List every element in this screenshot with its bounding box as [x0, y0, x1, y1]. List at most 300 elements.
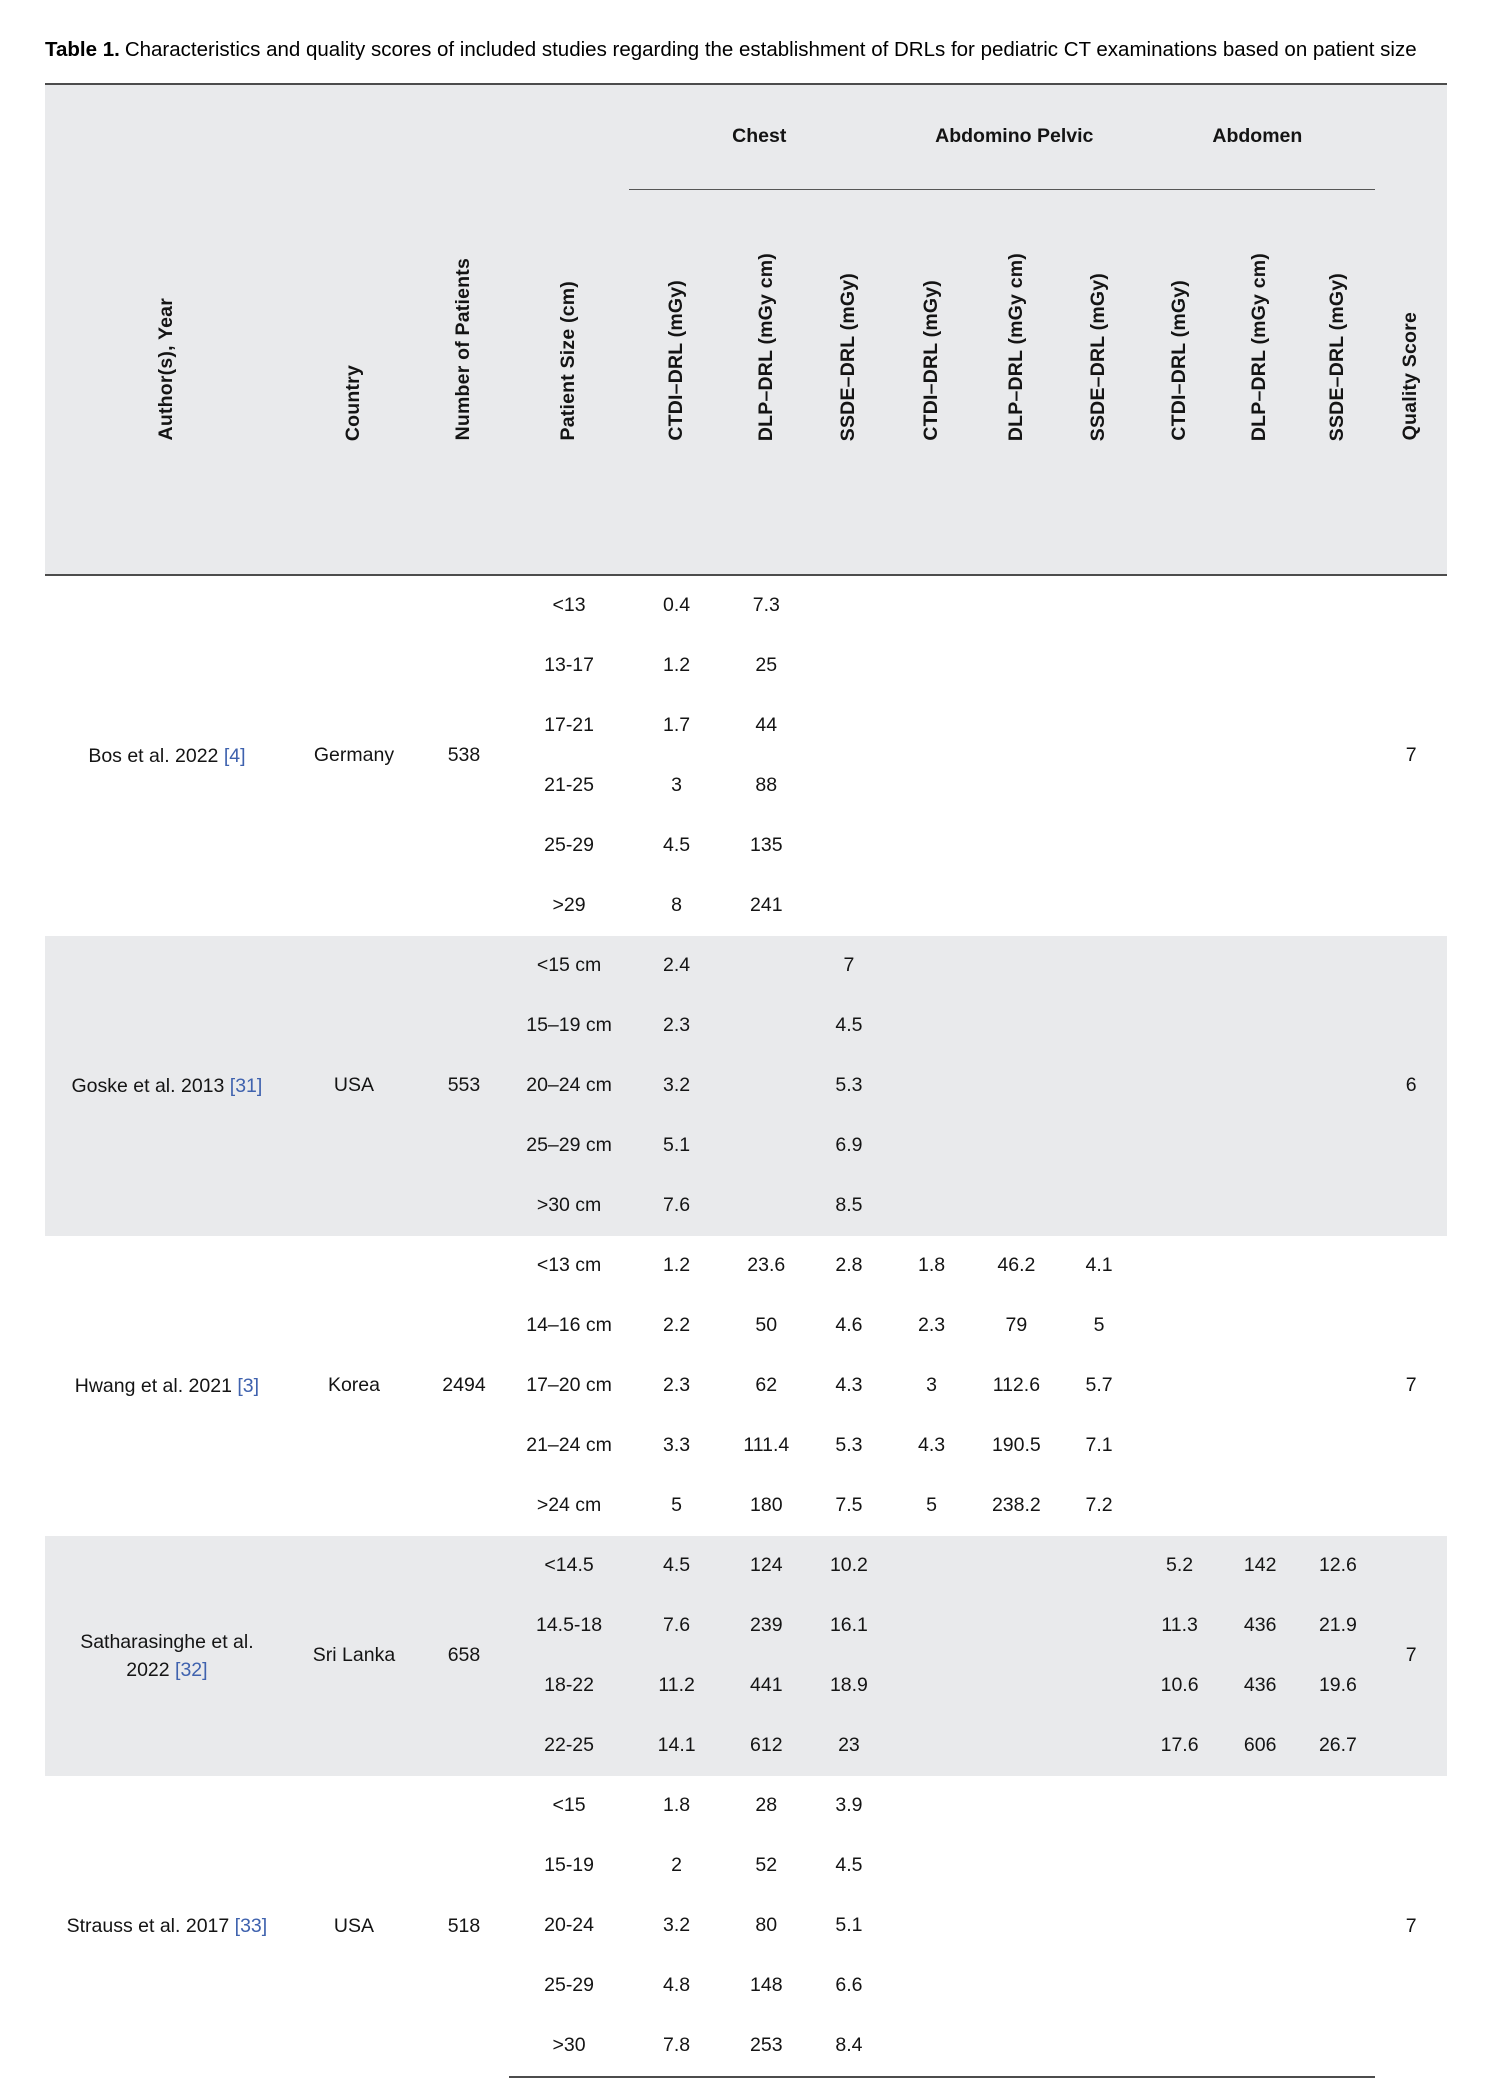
value-cell-ap-dlp: [974, 1716, 1059, 1776]
value-cell-ap-ssde: [1059, 696, 1140, 756]
column-header-label: CTDI–DRL (mGy): [664, 280, 687, 441]
value-cell-abd-dlp: [1220, 1416, 1301, 1476]
value-cell-chest-dlp: [724, 996, 809, 1056]
value-cell-chest-ssde: 3.9: [835, 1794, 863, 1817]
country-cell: USA: [289, 936, 419, 1236]
value-cell-abd-ctdi: [1139, 1056, 1220, 1116]
value-cell-abd-ctdi: [1139, 1896, 1220, 1956]
value-cell-abd-ctdi: [1139, 1236, 1220, 1296]
value-cell-abd-ssde: [1300, 1056, 1375, 1116]
value-cell-abd-dlp: [1220, 996, 1301, 1056]
column-header-quality-score: [1375, 84, 1447, 575]
value-cell-abd-ctdi: [1139, 696, 1220, 756]
value-cell-abd-dlp: [1220, 876, 1301, 936]
value-cell-ap-ctdi: [889, 1956, 974, 2016]
value-cell-abd-dlp: [1220, 756, 1301, 816]
value-cell-chest-ssde: 8.4: [809, 2016, 890, 2077]
value-cell-ap-ssde: [1059, 996, 1140, 1056]
table-body: [45, 575, 1447, 2077]
column-header-number-of-patients: [419, 84, 509, 575]
value-cell-ap-dlp: [974, 575, 1059, 636]
value-cell-abd-dlp: [1220, 1956, 1301, 2016]
patient-size-cell: 14.5-18: [509, 1596, 630, 1656]
value-cell-chest-dlp: 441: [724, 1656, 809, 1716]
citation-link[interactable]: [32]: [175, 1658, 208, 1681]
value-cell-chest-ssde: [809, 636, 890, 696]
value-cell-abd-dlp: [1220, 1896, 1301, 1956]
value-cell-abd-ssde: [1300, 1116, 1375, 1176]
patient-size-cell: 25-29: [544, 834, 594, 857]
value-cell-ap-ctdi: 1.8: [918, 1254, 946, 1277]
value-cell-chest-ssde: [809, 876, 890, 936]
value-cell-abd-ssde: [1300, 1836, 1375, 1896]
value-cell-ap-ssde: [1059, 1656, 1140, 1716]
patient-size-cell: >24 cm: [536, 1494, 602, 1517]
value-cell-ap-dlp: [974, 2016, 1059, 2077]
value-cell-abd-ctdi: 17.6: [1139, 1716, 1220, 1776]
value-cell-chest-dlp: 612: [724, 1716, 809, 1776]
value-cell-ap-ctdi: [889, 1116, 974, 1176]
country-cell: USA: [333, 1914, 375, 1937]
value-cell-ap-ssde: 5.7: [1085, 1374, 1113, 1397]
value-cell-chest-dlp: 44: [755, 714, 778, 737]
patient-size-cell: <15 cm: [509, 936, 630, 996]
column-header-author-s-year: [45, 84, 289, 575]
patient-size-cell: <13: [552, 594, 586, 617]
patients-cell: 2494: [442, 1374, 486, 1397]
value-cell-chest-ssde: 4.3: [835, 1374, 863, 1397]
table-row: [45, 1236, 1447, 1296]
value-cell-abd-ctdi: [1139, 1296, 1220, 1356]
value-cell-chest-ctdi: 3: [671, 774, 683, 797]
value-cell-ap-ssde: [1059, 1776, 1140, 1836]
value-cell-chest-dlp: 25: [755, 654, 778, 677]
value-cell-abd-ssde: 21.9: [1300, 1596, 1375, 1656]
value-cell-ap-dlp: [974, 1956, 1059, 2016]
value-cell-ap-ssde: [1059, 636, 1140, 696]
value-cell-abd-ssde: [1300, 636, 1375, 696]
country-cell: Korea: [327, 1374, 380, 1397]
value-cell-chest-dlp: 241: [750, 894, 783, 917]
value-cell-ap-dlp: [974, 1896, 1059, 1956]
patient-size-cell: >30: [509, 2016, 630, 2077]
value-cell-abd-ssde: [1300, 1476, 1375, 1536]
value-cell-chest-ssde: 5.3: [809, 1056, 890, 1116]
value-cell-chest-dlp: 124: [724, 1536, 809, 1596]
patient-size-cell: 14–16 cm: [526, 1314, 612, 1337]
value-cell-abd-ssde: [1300, 1176, 1375, 1236]
value-cell-abd-ctdi: [1139, 1176, 1220, 1236]
value-cell-abd-ctdi: [1139, 1776, 1220, 1836]
value-cell-ap-dlp: [974, 816, 1059, 876]
value-cell-ap-ctdi: [889, 1656, 974, 1716]
value-cell-abd-dlp: [1220, 936, 1301, 996]
column-header-label: DLP–DRL (mGy cm): [1248, 252, 1271, 441]
patient-size-cell: 20-24: [544, 1914, 594, 1937]
value-cell-ap-ctdi: [889, 1776, 974, 1836]
value-cell-abd-ctdi: [1139, 996, 1220, 1056]
value-cell-ap-ssde: [1059, 936, 1140, 996]
value-cell-chest-ssde: 4.5: [809, 996, 890, 1056]
column-header-abdomino-pelvic-dlp-drl: [974, 189, 1059, 575]
value-cell-ap-dlp: [974, 756, 1059, 816]
column-header-label: DLP–DRL (mGy cm): [1004, 252, 1027, 441]
value-cell-ap-ctdi: [889, 636, 974, 696]
patients-cell: 553: [419, 936, 509, 1236]
value-cell-abd-ssde: [1300, 1776, 1375, 1836]
study-author: Satharasinghe et al. 2022 [32]: [45, 1536, 289, 1776]
value-cell-chest-dlp: 50: [755, 1314, 778, 1337]
column-header-label: Number of Patients: [452, 258, 475, 441]
value-cell-ap-dlp: 112.6: [992, 1374, 1041, 1397]
value-cell-chest-ssde: 5.3: [835, 1434, 863, 1457]
column-header-label: Country: [342, 364, 365, 441]
patient-size-cell: 20–24 cm: [509, 1056, 630, 1116]
value-cell-ap-ssde: [1059, 756, 1140, 816]
value-cell-chest-dlp: [724, 1176, 809, 1236]
value-cell-abd-dlp: 436: [1220, 1656, 1301, 1716]
value-cell-chest-dlp: 88: [755, 774, 778, 797]
value-cell-abd-dlp: 606: [1220, 1716, 1301, 1776]
value-cell-chest-ssde: [809, 816, 890, 876]
value-cell-abd-ssde: [1300, 575, 1375, 636]
value-cell-chest-ctdi: 2: [671, 1854, 683, 1877]
value-cell-chest-dlp: 7.3: [752, 594, 780, 617]
column-header-chest-ctdi-drl: [629, 189, 724, 575]
value-cell-chest-ctdi: 4.5: [663, 834, 691, 857]
value-cell-chest-ctdi: 2.2: [663, 1314, 691, 1337]
value-cell-chest-ctdi: 5.1: [629, 1116, 724, 1176]
value-cell-abd-dlp: [1220, 2016, 1301, 2077]
value-cell-ap-ssde: [1059, 1956, 1140, 2016]
value-cell-chest-dlp: 135: [750, 834, 783, 857]
value-cell-chest-ssde: 7: [809, 936, 890, 996]
value-cell-ap-ctdi: [889, 936, 974, 996]
value-cell-ap-dlp: [974, 1536, 1059, 1596]
patient-size-cell: 22-25: [509, 1716, 630, 1776]
value-cell-chest-ctdi: 8: [671, 894, 683, 917]
table-caption: [45, 34, 1447, 67]
value-cell-chest-dlp: [724, 1116, 809, 1176]
drl-table: [45, 83, 1447, 2078]
value-cell-chest-ssde: 23: [809, 1716, 890, 1776]
value-cell-abd-ctdi: [1139, 1416, 1220, 1476]
value-cell-chest-ssde: 2.8: [835, 1254, 863, 1277]
value-cell-abd-dlp: [1220, 1236, 1301, 1296]
patient-size-cell: 15–19 cm: [509, 996, 630, 1056]
value-cell-abd-ctdi: [1139, 2016, 1220, 2077]
column-header-label: Quality Score: [1399, 312, 1422, 441]
quality-score-cell: 7: [1375, 1536, 1447, 1776]
value-cell-ap-ctdi: [889, 696, 974, 756]
column-header-abdomen-dlp-drl: [1220, 189, 1301, 575]
value-cell-abd-dlp: [1220, 1836, 1301, 1896]
value-cell-chest-ssde: 4.6: [835, 1314, 863, 1337]
value-cell-chest-ssde: [809, 575, 890, 636]
value-cell-chest-ctdi: 14.1: [629, 1716, 724, 1776]
value-cell-abd-dlp: [1220, 1116, 1301, 1176]
column-header-label: DLP–DRL (mGy cm): [754, 252, 777, 441]
value-cell-chest-ctdi: 7.8: [629, 2016, 724, 2077]
value-cell-ap-ctdi: [889, 996, 974, 1056]
value-cell-chest-ctdi: 2.3: [663, 1374, 691, 1397]
value-cell-chest-dlp: 148: [750, 1974, 783, 1997]
value-cell-chest-ctdi: 1.8: [663, 1794, 691, 1817]
value-cell-ap-ctdi: [889, 816, 974, 876]
value-cell-ap-ssde: [1059, 876, 1140, 936]
value-cell-chest-ssde: [809, 756, 890, 816]
value-cell-abd-ssde: [1300, 756, 1375, 816]
value-cell-ap-dlp: [974, 1056, 1059, 1116]
study-author: Strauss et al. 2017 [33]: [66, 1915, 268, 1938]
patient-size-cell: 21-25: [544, 774, 594, 797]
table-row: [45, 1536, 1447, 1596]
value-cell-ap-ctdi: [889, 1056, 974, 1116]
value-cell-chest-ctdi: 11.2: [629, 1656, 724, 1716]
value-cell-chest-dlp: 52: [755, 1854, 778, 1877]
column-header-patient-size-cm: [509, 84, 630, 575]
value-cell-abd-ctdi: [1139, 1116, 1220, 1176]
patient-size-cell: 25–29 cm: [509, 1116, 630, 1176]
value-cell-chest-ctdi: 1.7: [663, 714, 691, 737]
value-cell-ap-dlp: 190.5: [991, 1434, 1041, 1457]
value-cell-ap-dlp: [974, 1116, 1059, 1176]
value-cell-chest-ctdi: 4.5: [629, 1536, 724, 1596]
value-cell-abd-ssde: [1300, 996, 1375, 1056]
value-cell-ap-ssde: 7.2: [1085, 1494, 1113, 1517]
value-cell-abd-dlp: [1220, 636, 1301, 696]
value-cell-chest-ssde: 6.6: [835, 1974, 863, 1997]
value-cell-abd-ssde: [1300, 816, 1375, 876]
quality-score-cell: 7: [1405, 744, 1417, 767]
column-header-label: CTDI–DRL (mGy): [919, 280, 942, 441]
value-cell-ap-ssde: [1059, 575, 1140, 636]
value-cell-chest-dlp: 62: [755, 1374, 778, 1397]
value-cell-ap-ssde: 4.1: [1085, 1254, 1113, 1277]
value-cell-chest-dlp: 180: [750, 1494, 783, 1517]
citation-link[interactable]: [33]: [234, 1915, 268, 1938]
value-cell-abd-ctdi: [1139, 936, 1220, 996]
value-cell-chest-dlp: 239: [724, 1596, 809, 1656]
citation-link[interactable]: [4]: [223, 744, 246, 767]
value-cell-chest-ssde: 10.2: [809, 1536, 890, 1596]
value-cell-chest-ctdi: 4.8: [663, 1974, 691, 1997]
value-cell-abd-dlp: [1220, 1296, 1301, 1356]
value-cell-ap-ssde: [1059, 1176, 1140, 1236]
study-author: Goske et al. 2013 [31]: [45, 936, 289, 1236]
value-cell-abd-ssde: [1300, 1956, 1375, 2016]
value-cell-abd-ssde: [1300, 936, 1375, 996]
value-cell-ap-dlp: [974, 1596, 1059, 1656]
patient-size-cell: >29: [552, 894, 586, 917]
patient-size-cell: <13 cm: [536, 1254, 602, 1277]
value-cell-abd-dlp: [1220, 816, 1301, 876]
value-cell-abd-ssde: 19.6: [1300, 1656, 1375, 1716]
value-cell-chest-ssde: 8.5: [809, 1176, 890, 1236]
value-cell-chest-ctdi: 5: [671, 1494, 683, 1517]
value-cell-chest-dlp: 23.6: [747, 1254, 786, 1277]
value-cell-chest-ssde: 7.5: [835, 1494, 863, 1517]
patient-size-cell: 15-19: [544, 1854, 594, 1877]
study-author: Hwang et al. 2021 [3]: [74, 1374, 260, 1397]
patient-size-cell: >30 cm: [509, 1176, 630, 1236]
value-cell-ap-ctdi: 2.3: [918, 1314, 946, 1337]
value-cell-ap-ctdi: [889, 575, 974, 636]
value-cell-abd-ssde: [1300, 696, 1375, 756]
value-cell-ap-dlp: [974, 1656, 1059, 1716]
patient-size-cell: 13-17: [544, 654, 594, 677]
value-cell-chest-ctdi: 2.3: [629, 996, 724, 1056]
value-cell-abd-ssde: 26.7: [1300, 1716, 1375, 1776]
study-author: Bos et al. 2022 [4]: [88, 744, 246, 767]
value-cell-ap-dlp: 46.2: [997, 1254, 1036, 1277]
value-cell-ap-dlp: 79: [1005, 1314, 1028, 1337]
column-header-label: SSDE–DRL (mGy): [837, 272, 860, 441]
value-cell-abd-dlp: [1220, 1356, 1301, 1416]
value-cell-abd-dlp: [1220, 1056, 1301, 1116]
value-cell-abd-ssde: [1300, 1896, 1375, 1956]
value-cell-ap-ctdi: 3: [926, 1374, 938, 1397]
value-cell-abd-dlp: 436: [1220, 1596, 1301, 1656]
value-cell-chest-ctdi: 3.2: [629, 1056, 724, 1116]
value-cell-chest-ctdi: 1.2: [663, 1254, 691, 1277]
column-header-abdomino-pelvic-ctdi-drl: [889, 189, 974, 575]
value-cell-chest-dlp: [724, 1056, 809, 1116]
value-cell-ap-dlp: [974, 1836, 1059, 1896]
value-cell-ap-ctdi: [889, 1716, 974, 1776]
patient-size-cell: 17–20 cm: [526, 1374, 612, 1397]
value-cell-ap-ctdi: [889, 1896, 974, 1956]
value-cell-abd-ctdi: 5.2: [1139, 1536, 1220, 1596]
value-cell-ap-ssde: [1059, 1536, 1140, 1596]
value-cell-chest-ctdi: 1.2: [663, 654, 691, 677]
country-cell: Germany: [313, 744, 395, 767]
value-cell-chest-ctdi: 7.6: [629, 1596, 724, 1656]
value-cell-abd-dlp: [1220, 575, 1301, 636]
value-cell-abd-ctdi: [1139, 575, 1220, 636]
value-cell-abd-ssde: [1300, 1416, 1375, 1476]
patients-cell: 658: [419, 1536, 509, 1776]
group-header-abdomen: Abdomen: [1139, 84, 1375, 190]
value-cell-chest-ssde: 5.1: [835, 1914, 863, 1937]
value-cell-ap-dlp: 238.2: [991, 1494, 1041, 1517]
value-cell-chest-ssde: 16.1: [809, 1596, 890, 1656]
value-cell-ap-ssde: [1059, 1056, 1140, 1116]
value-cell-abd-ssde: [1300, 1236, 1375, 1296]
value-cell-chest-ctdi: 0.4: [663, 594, 691, 617]
patient-size-cell: <14.5: [509, 1536, 630, 1596]
value-cell-chest-ssde: 4.5: [835, 1854, 863, 1877]
quality-score-cell: 7: [1405, 1914, 1417, 1937]
value-cell-ap-dlp: [974, 696, 1059, 756]
value-cell-ap-dlp: [974, 936, 1059, 996]
column-header-abdomen-ssde-drl: [1300, 189, 1375, 575]
column-header-label: CTDI–DRL (mGy): [1167, 280, 1190, 441]
column-header-label: SSDE–DRL (mGy): [1326, 272, 1349, 441]
value-cell-abd-ssde: [1300, 1356, 1375, 1416]
value-cell-chest-dlp: 111.4: [743, 1434, 790, 1457]
value-cell-ap-ctdi: [889, 1836, 974, 1896]
patients-cell: 518: [447, 1914, 481, 1937]
column-header-abdomen-ctdi-drl: [1139, 189, 1220, 575]
table-row: [45, 1776, 1447, 1836]
group-header-chest: Chest: [629, 84, 889, 190]
value-cell-abd-dlp: [1220, 1776, 1301, 1836]
column-header-chest-ssde-drl: [809, 189, 890, 575]
value-cell-ap-ctdi: 5: [926, 1494, 938, 1517]
value-cell-chest-dlp: 80: [755, 1914, 778, 1937]
value-cell-ap-ctdi: [889, 1536, 974, 1596]
column-header-country: [289, 84, 419, 575]
patient-size-cell: 17-21: [544, 714, 594, 737]
value-cell-ap-ssde: [1059, 1716, 1140, 1776]
value-cell-ap-ssde: [1059, 2016, 1140, 2077]
column-header-chest-dlp-drl: [724, 189, 809, 575]
value-cell-chest-ssde: [809, 696, 890, 756]
patient-size-cell: 21–24 cm: [526, 1434, 612, 1457]
value-cell-abd-ctdi: [1139, 1836, 1220, 1896]
value-cell-ap-dlp: [974, 636, 1059, 696]
value-cell-abd-dlp: [1220, 1176, 1301, 1236]
value-cell-chest-ctdi: 7.6: [629, 1176, 724, 1236]
patient-size-cell: <15: [552, 1794, 586, 1817]
value-cell-ap-dlp: [974, 876, 1059, 936]
value-cell-abd-ctdi: 10.6: [1139, 1656, 1220, 1716]
value-cell-chest-ssde: 6.9: [809, 1116, 890, 1176]
value-cell-abd-ssde: [1300, 876, 1375, 936]
column-header-label: Patient Size (cm): [557, 281, 580, 441]
value-cell-ap-dlp: [974, 996, 1059, 1056]
citation-link[interactable]: [3]: [237, 1374, 260, 1397]
value-cell-chest-ctdi: 2.4: [629, 936, 724, 996]
value-cell-ap-ssde: [1059, 1596, 1140, 1656]
value-cell-abd-ssde: [1300, 2016, 1375, 2077]
value-cell-ap-ctdi: [889, 1596, 974, 1656]
value-cell-ap-ssde: [1059, 1836, 1140, 1896]
value-cell-abd-ctdi: [1139, 756, 1220, 816]
value-cell-ap-ctdi: [889, 756, 974, 816]
value-cell-abd-dlp: [1220, 1476, 1301, 1536]
value-cell-abd-ctdi: [1139, 816, 1220, 876]
value-cell-chest-dlp: [724, 936, 809, 996]
value-cell-ap-ctdi: [889, 2016, 974, 2077]
value-cell-abd-dlp: [1220, 696, 1301, 756]
quality-score-cell: 7: [1405, 1374, 1417, 1397]
value-cell-ap-ssde: 7.1: [1085, 1434, 1113, 1457]
value-cell-ap-ssde: [1059, 816, 1140, 876]
value-cell-abd-ctdi: [1139, 1956, 1220, 2016]
table-row: [45, 936, 1447, 996]
value-cell-chest-ssde: 18.9: [809, 1656, 890, 1716]
patient-size-cell: 25-29: [544, 1974, 594, 1997]
value-cell-abd-ssde: 12.6: [1300, 1536, 1375, 1596]
value-cell-ap-ssde: [1059, 1116, 1140, 1176]
column-header-label: Author(s), Year: [155, 298, 178, 441]
table-caption-label: Table 1.: [45, 38, 120, 61]
value-cell-chest-dlp: 253: [724, 2016, 809, 2077]
value-cell-ap-ctdi: [889, 876, 974, 936]
value-cell-chest-dlp: 28: [755, 1794, 778, 1817]
value-cell-ap-ssde: [1059, 1896, 1140, 1956]
value-cell-ap-ssde: 5: [1093, 1314, 1105, 1337]
value-cell-ap-ctdi: 4.3: [918, 1434, 946, 1457]
citation-link[interactable]: [31]: [229, 1074, 263, 1097]
value-cell-ap-dlp: [974, 1176, 1059, 1236]
value-cell-abd-ctdi: [1139, 636, 1220, 696]
column-header-label: SSDE–DRL (mGy): [1087, 272, 1110, 441]
country-cell: Sri Lanka: [289, 1536, 419, 1776]
patients-cell: 538: [447, 744, 481, 767]
